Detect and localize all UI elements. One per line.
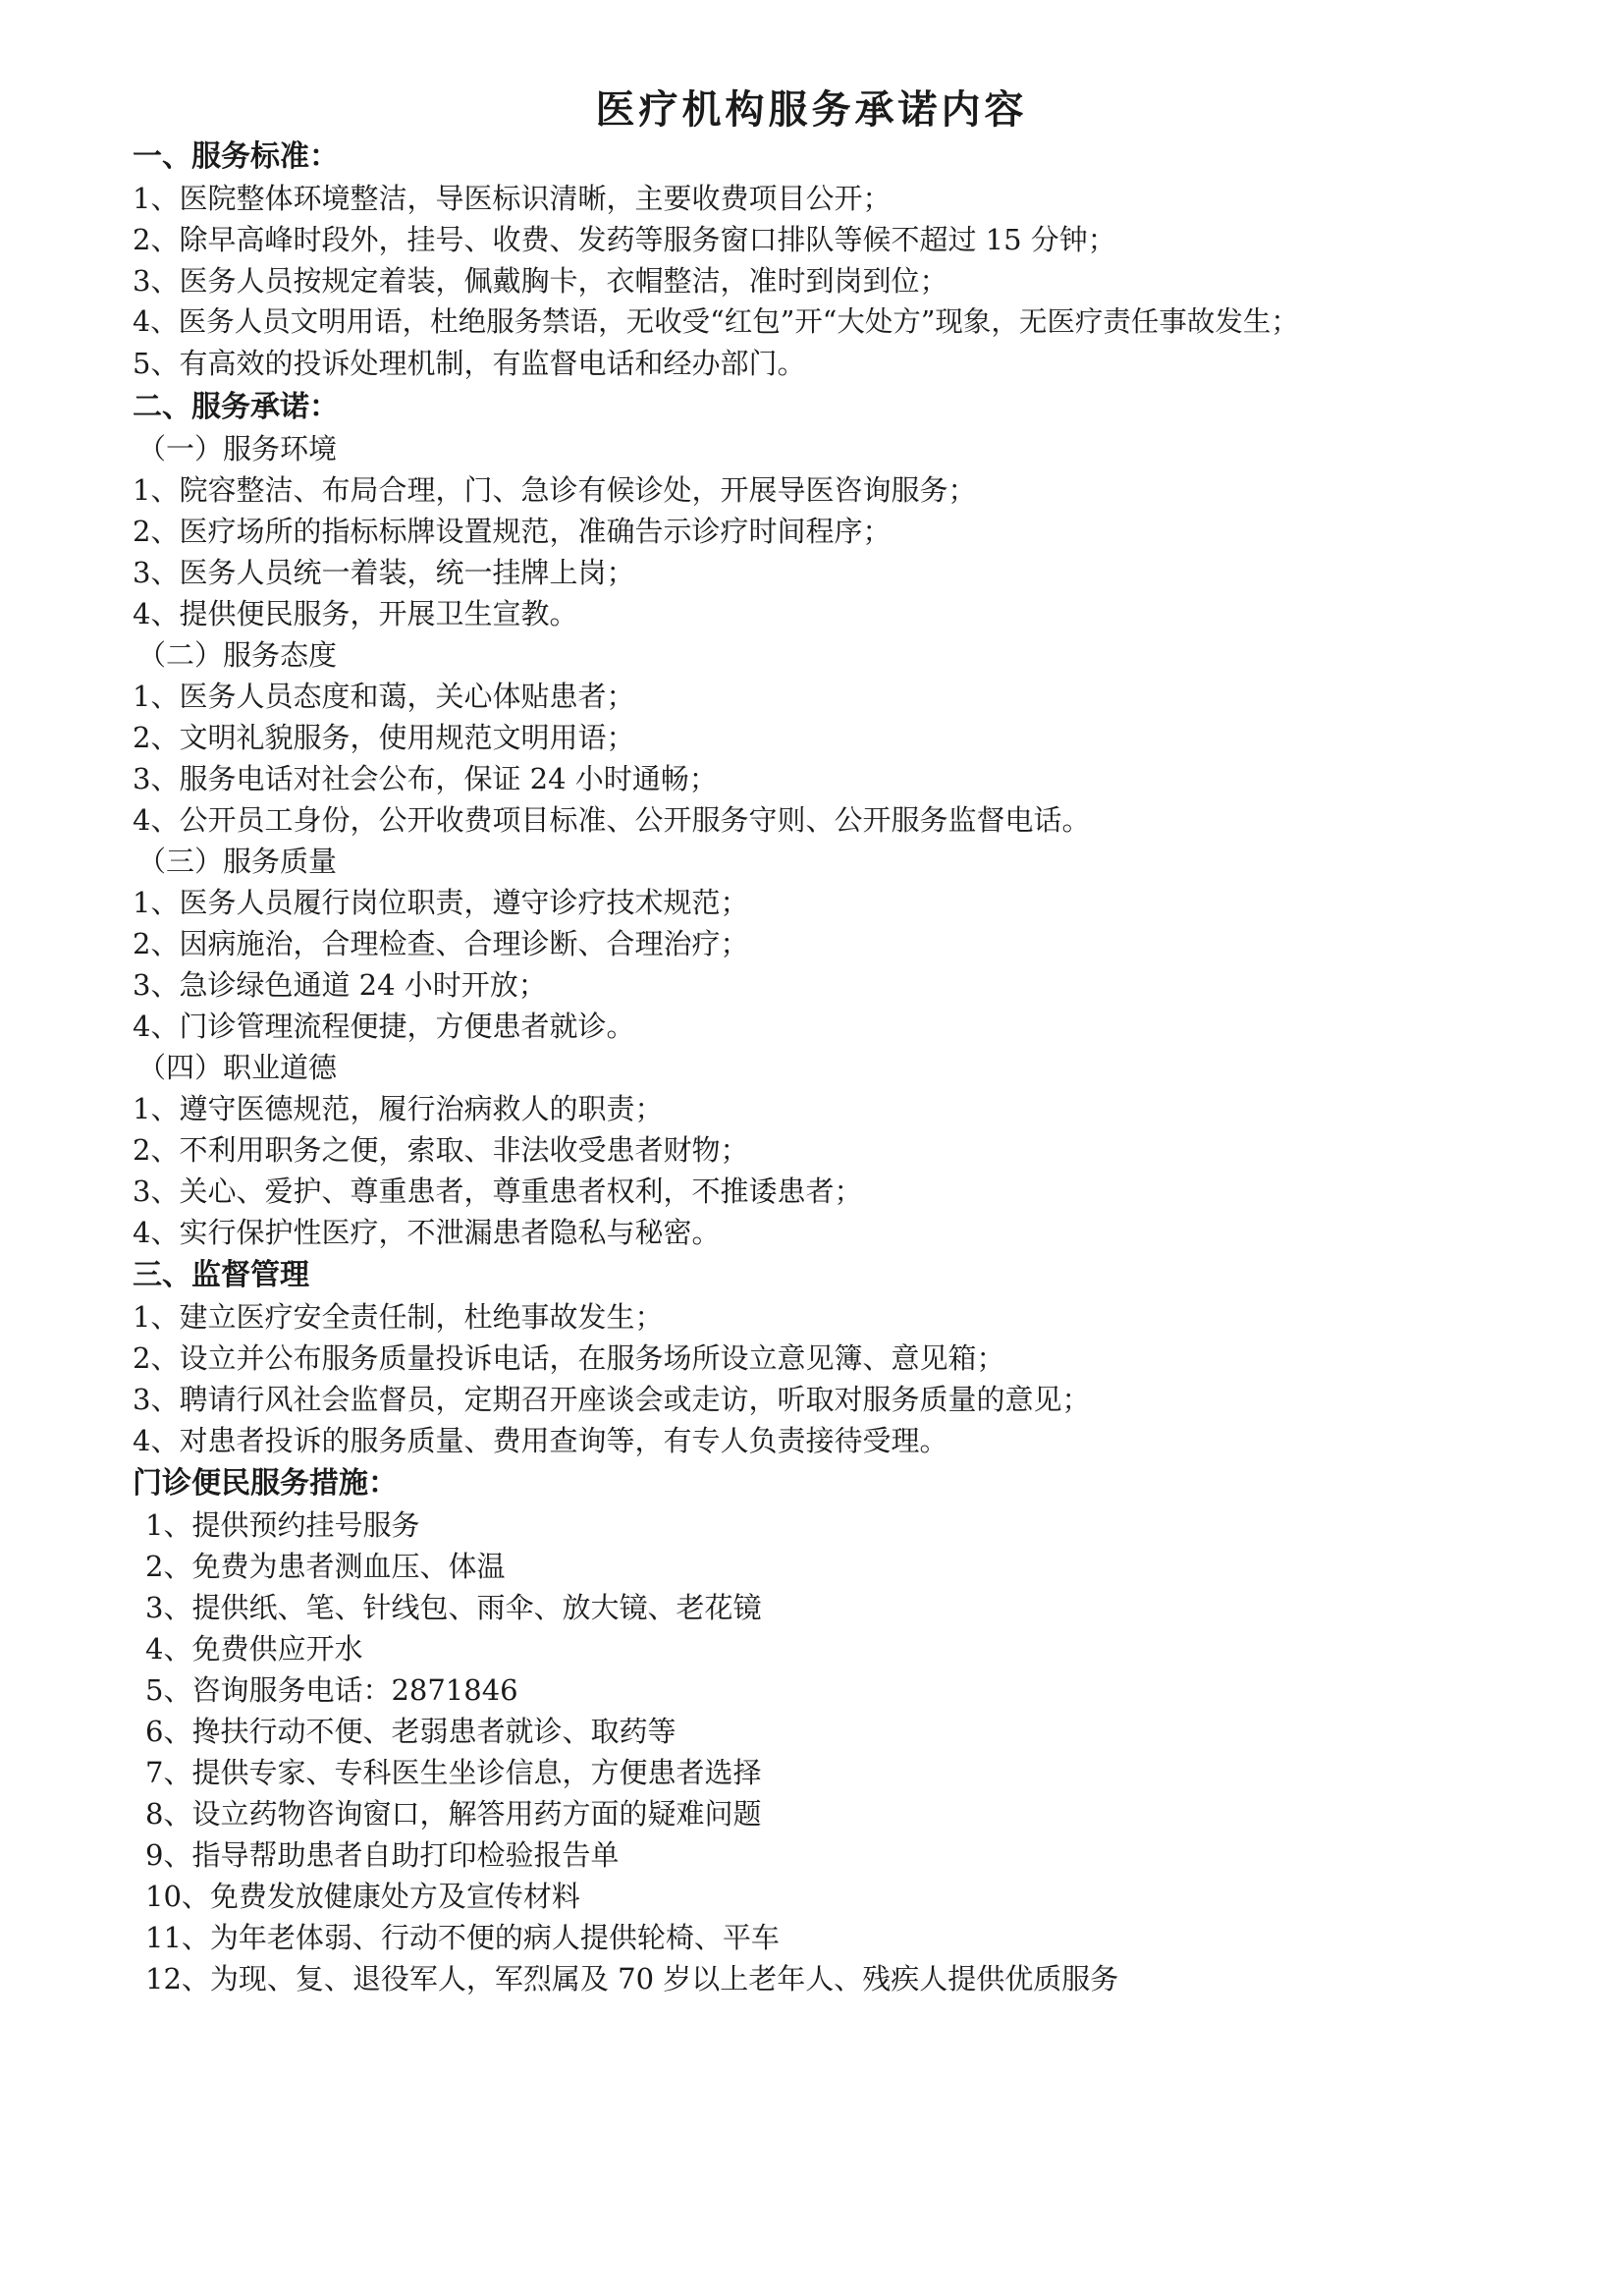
list-item: 3、医务人员统一着装，统一挂牌上岗； — [133, 556, 635, 589]
list-item: 2、不利用职务之便，索取、非法收受患者财物； — [133, 1133, 749, 1167]
subsection-label-quality: （三）服务质量 — [137, 845, 338, 878]
list-item: 4、公开员工身份，公开收费项目标准、公开服务守则、公开服务监督电话。 — [133, 803, 1091, 837]
list-item: 2、医疗场所的指标标牌设置规范，准确告示诊疗时间程序； — [133, 515, 892, 548]
document-title: 医疗机构服务承诺内容 — [595, 87, 1028, 133]
list-item: 2、因病施治，合理检查、合理诊断、合理治疗； — [133, 927, 749, 960]
list-item: 1、院容整洁、布局合理，门、急诊有候诊处，开展导医咨询服务； — [133, 473, 977, 507]
section-heading-outpatient-measures: 门诊便民服务措施： — [133, 1466, 398, 1501]
list-item: 4、免费供应开水 — [145, 1632, 363, 1666]
list-item: 2、设立并公布服务质量投诉电话，在服务场所设立意见簿、意见箱； — [133, 1341, 1005, 1375]
list-item: 4、实行保护性医疗，不泄漏患者隐私与秘密。 — [133, 1216, 721, 1249]
list-item: 11、为年老体弱、行动不便的病人提供轮椅、平车 — [145, 1921, 780, 1954]
list-item: 1、提供预约挂号服务 — [145, 1508, 420, 1542]
list-item: 10、免费发放健康处方及宣传材料 — [145, 1880, 580, 1913]
section-heading-service-commitment: 二、服务承诺： — [133, 390, 339, 424]
list-item: 3、医务人员按规定着装，佩戴胸卡，衣帽整洁，准时到岗到位； — [133, 264, 948, 298]
list-item: 3、提供纸、笔、针线包、雨伞、放大镜、老花镜 — [145, 1591, 762, 1624]
list-item: 7、提供专家、专科医生坐诊信息，方便患者选择 — [145, 1756, 762, 1789]
list-item: 3、服务电话对社会公布，保证 24 小时通畅； — [133, 762, 718, 795]
list-item: 3、急诊绿色通道 24 小时开放； — [133, 968, 547, 1002]
subsection-label-attitude: （二）服务态度 — [137, 638, 338, 672]
list-item: 9、指导帮助患者自助打印检验报告单 — [145, 1838, 620, 1872]
subsection-label-ethics: （四）职业道德 — [137, 1051, 338, 1084]
list-item: 8、设立药物咨询窗口，解答用药方面的疑难问题 — [145, 1797, 762, 1831]
section-heading-supervision: 三、监督管理 — [133, 1258, 309, 1292]
list-item: 1、医务人员态度和蔼，关心体贴患者； — [133, 680, 635, 713]
list-item: 12、为现、复、退役军人，军烈属及 70 岁以上老年人、残疾人提供优质服务 — [145, 1962, 1119, 1995]
list-item: 3、聘请行风社会监督员，定期召开座谈会或走访，听取对服务质量的意见； — [133, 1383, 1091, 1416]
list-item: 6、搀扶行动不便、老弱患者就诊、取药等 — [145, 1715, 676, 1748]
list-item: 1、医务人员履行岗位职责，遵守诊疗技术规范； — [133, 886, 749, 919]
list-item: 1、遵守医德规范，履行治病救人的职责； — [133, 1092, 664, 1125]
list-item: 1、建立医疗安全责任制，杜绝事故发生； — [133, 1300, 664, 1334]
list-item: 2、免费为患者测血压、体温 — [145, 1550, 506, 1583]
list-item: 4、医务人员文明用语，杜绝服务禁语，无收受“红包”开“大处方”现象，无医疗责任事故发生； — [133, 305, 1299, 338]
section-heading-service-standard: 一、服务标准： — [133, 139, 339, 174]
list-item: 1、医院整体环境整洁，导医标识清晰，主要收费项目公开； — [133, 182, 892, 215]
list-item: 5、咨询服务电话：2871846 — [145, 1673, 518, 1707]
list-item: 4、提供便民服务，开展卫生宣教。 — [133, 597, 578, 630]
list-item: 3、关心、爱护、尊重患者，尊重患者权利，不推诿患者； — [133, 1175, 863, 1208]
list-item: 4、对患者投诉的服务质量、费用查询等，有专人负责接待受理。 — [133, 1424, 948, 1457]
list-item: 4、门诊管理流程便捷，方便患者就诊。 — [133, 1010, 635, 1043]
subsection-label-environment: （一）服务环境 — [137, 432, 338, 465]
list-item: 2、除早高峰时段外，挂号、收费、发药等服务窗口排队等候不超过 15 分钟； — [133, 223, 1116, 256]
list-item: 5、有高效的投诉处理机制，有监督电话和经办部门。 — [133, 347, 806, 380]
list-item: 2、文明礼貌服务，使用规范文明用语； — [133, 721, 635, 754]
